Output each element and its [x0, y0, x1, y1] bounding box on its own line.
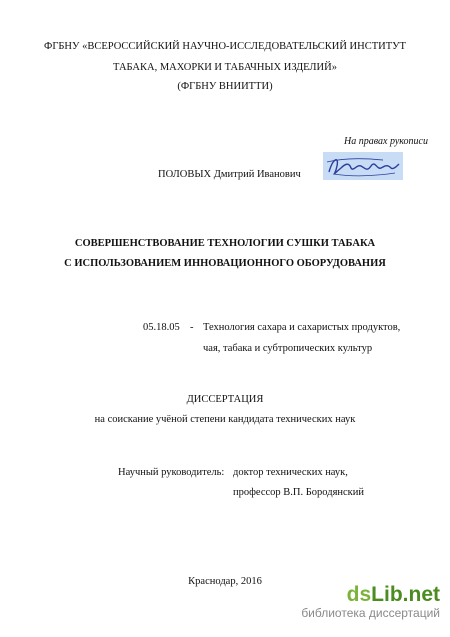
city-year: Краснодар, 2016: [188, 576, 262, 587]
specialty-code: 05.18.05: [143, 322, 180, 333]
thesis-title-line-2: С ИСПОЛЬЗОВАНИЕМ ИННОВАЦИОННОГО ОБОРУДОВАНИЯ: [64, 258, 386, 269]
watermark-logo: dsLib.net: [346, 583, 440, 606]
document-type: ДИССЕРТАЦИЯ: [186, 394, 264, 405]
specialty-line-1: Технология сахара и сахаристых продуктов,: [203, 322, 401, 333]
institution-abbrev: (ФГБНУ ВНИИТТИ): [177, 81, 273, 92]
signature-icon: [323, 152, 403, 180]
watermark-subtitle: библиотека диссертаций: [301, 606, 440, 620]
specialty-line-2: чая, табака и субтропических культур: [203, 343, 373, 354]
supervisor-name: профессор В.П. Бородянский: [233, 487, 365, 498]
institution-line-1: ФГБНУ «ВСЕРОССИЙСКИЙ НАУЧНО-ИССЛЕДОВАТЕЛЬСКИЙ ИНСТИТУТ: [44, 41, 406, 52]
specialty-dash: -: [190, 322, 194, 333]
watermark: [301, 584, 440, 620]
degree-line: на соискание учёной степени кандидата технических наук: [94, 414, 356, 425]
supervisor-label: Научный руководитель:: [118, 467, 225, 478]
author-name: ПОЛОВЫХ Дмитрий Иванович: [158, 169, 301, 180]
institution-line-2: ТАБАКА, МАХОРКИ И ТАБАЧНЫХ ИЗДЕЛИЙ»: [113, 62, 337, 73]
thesis-title-line-1: СОВЕРШЕНСТВОВАНИЕ ТЕХНОЛОГИИ СУШКИ ТАБАКА: [74, 238, 376, 249]
signature: [323, 152, 403, 180]
supervisor-degree: доктор технических наук,: [233, 467, 348, 478]
manuscript-note: На правах рукописи: [344, 136, 428, 147]
